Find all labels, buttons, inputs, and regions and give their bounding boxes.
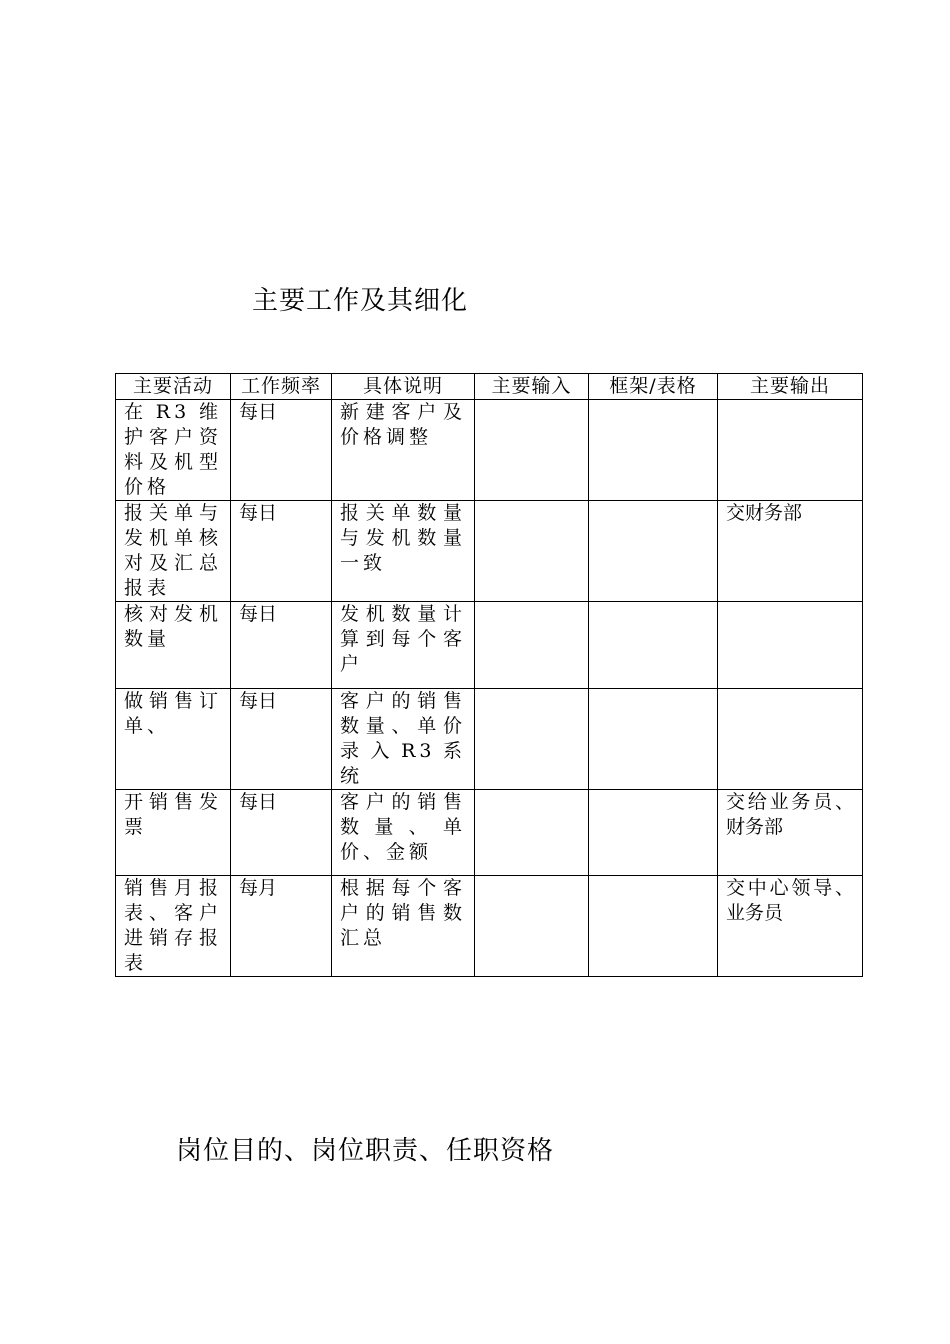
cell-frame (589, 400, 718, 501)
cell-activity: 报关单与发机单核对及汇总报表 (116, 501, 231, 602)
cell-frequency: 每日 (231, 689, 332, 790)
cell-frequency: 每日 (231, 400, 332, 501)
cell-input (475, 689, 589, 790)
cell-activity: 销售月报表、客户进销存报表 (116, 876, 231, 977)
cell-frame (589, 689, 718, 790)
cell-input (475, 876, 589, 977)
cell-output (718, 602, 863, 689)
cell-output: 交中心领导、业务员 (718, 876, 863, 977)
page-title: 主要工作及其细化 (252, 286, 469, 316)
cell-description: 根据每个客户的销售数汇总 (332, 876, 475, 977)
section-title: 岗位目的、岗位职责、任职资格 (176, 1136, 555, 1166)
header-frequency: 工作频率 (231, 374, 332, 400)
cell-activity: 做销售订单、 (116, 689, 231, 790)
header-frame-table: 框架/表格 (589, 374, 718, 400)
header-main-input: 主要输入 (475, 374, 589, 400)
cell-description: 客户的销售数量、单价录入R3系统 (332, 689, 475, 790)
cell-frame (589, 501, 718, 602)
cell-output (718, 400, 863, 501)
cell-activity: 开销售发票 (116, 790, 231, 876)
cell-activity: 核对发机数量 (116, 602, 231, 689)
cell-activity: 在R3维护客户资料及机型价格 (116, 400, 231, 501)
table-row (116, 876, 863, 977)
header-description: 具体说明 (332, 374, 475, 400)
cell-frame (589, 790, 718, 876)
cell-description: 发机数量计算到每个客户 (332, 602, 475, 689)
table-row (116, 602, 863, 689)
header-main-output: 主要输出 (718, 374, 863, 400)
cell-output: 交给业务员、财务部 (718, 790, 863, 876)
table-row (116, 790, 863, 876)
cell-description: 新建客户及价格调整 (332, 400, 475, 501)
header-main-activity: 主要活动 (116, 374, 231, 400)
work-detail-table (115, 373, 863, 977)
cell-description: 客户的销售数量、单价、金额 (332, 790, 475, 876)
table-header-row (116, 374, 863, 400)
cell-frame (589, 602, 718, 689)
cell-input (475, 501, 589, 602)
cell-input (475, 602, 589, 689)
cell-frequency: 每月 (231, 876, 332, 977)
cell-frame (589, 876, 718, 977)
table-row (116, 501, 863, 602)
cell-input (475, 790, 589, 876)
table-row (116, 400, 863, 501)
cell-frequency: 每日 (231, 790, 332, 876)
cell-output (718, 689, 863, 790)
cell-output: 交财务部 (718, 501, 863, 602)
cell-frequency: 每日 (231, 501, 332, 602)
cell-frequency: 每日 (231, 602, 332, 689)
cell-description: 报关单数量与发机数量一致 (332, 501, 475, 602)
table-row (116, 689, 863, 790)
cell-input (475, 400, 589, 501)
